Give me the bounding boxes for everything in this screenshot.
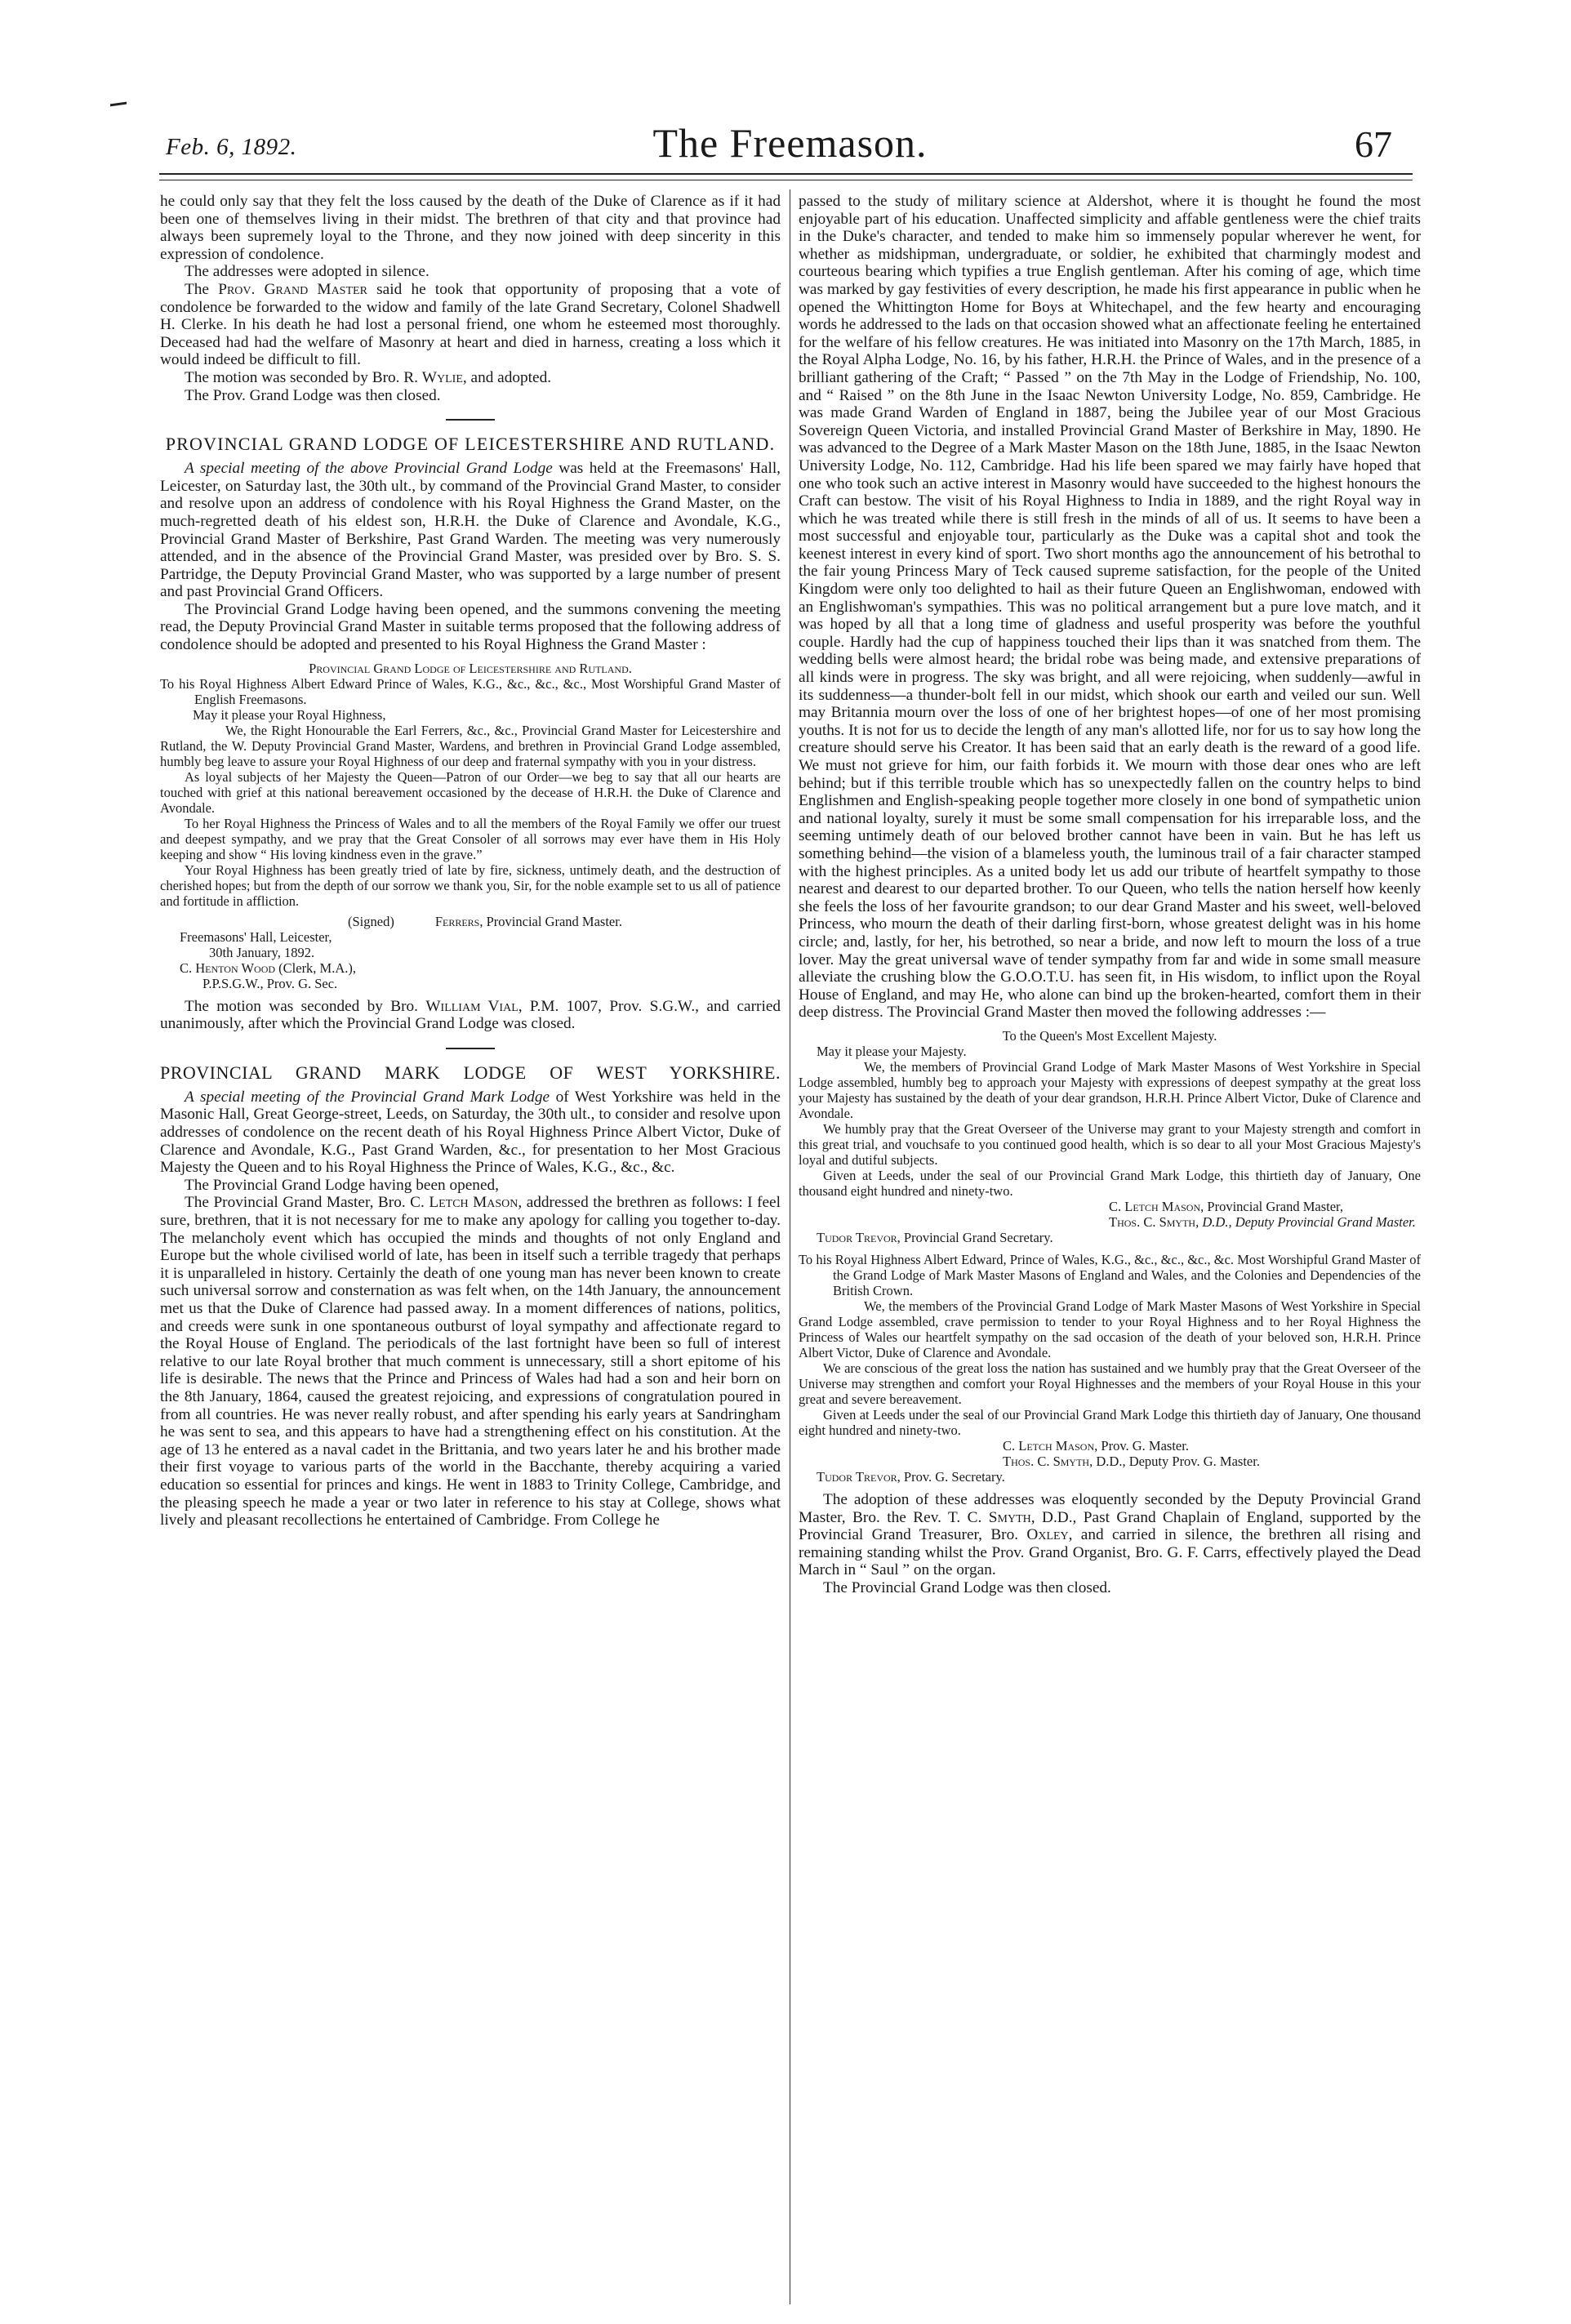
person-name: Wylie (421, 368, 463, 386)
paragraph: A special meeting of the above Provincial Grand Lodge was held at the Freemasons' Hall, Leicester, on Saturday last, the 30th ult., by command of the Provincial Grand Master, to consider and resolve upon an address of condolence with his Royal Highness the Grand Master, on the much-regretted death of his eldest son, H.R.H. the Duke of Clarence and Avondale, K.G., Provincial Grand Master of Berkshire, Past Grand Warden. The meeting was very numerously attended, and in the absence of the Provincial Grand Master, was presided over by Bro. S. S. Partridge, the Deputy Provincial Grand Master, who was supported by a large number of present and past Provincial Grand Officers. (160, 460, 781, 601)
address-title: Provincial Grand Lodge of Leicestershire and Rutland. (309, 660, 632, 676)
paragraph: The Provincial Grand Master, Bro. C. Letch Mason, addressed the brethren as follows: I feel sure, brethren, that it is not necessary for me to make any apology for calling you together to-day. The melancholy event which has occupied the minds and thoughts of not only England and Europe but the whole civilised world of late, has been in itself such a terrible tragedy that perhaps it is unparalleled in history. Certainly the death of one young man has never been known to create such universal sorrow and consternation as was felt when, on the 14th January, the announcement met us that the Duke of Clarence had passed away. In a moment differences of nations, politics, and creeds were sunk in one spontaneous outburst of loyal sympathy and affectionate regard to the Royal House of England. The periodicals of the last fortnight have been so full of interest relative to our late Royal brother that much comment is unnecessary, still a short epitome of his life is desirable. The news that the Prince and Princess of Wales had had a son and heir born on the 8th January, 1864, caused the greatest rejoicing, and expressions of congratulation poured in from all countries. He was never really robust, and after spending his early years at Sandringham he was sent to sea, and this appears to have had a strengthening effect on his constitution. At the age of 13 he entered as a naval cadet in the Brittania, and two years later he and his brother made their first voyage to various parts of the world in the Bacchante, thereby acquiring a varied education so essential for princes and kings. He went in 1883 to Trinity College, Cambridge, and the pleasing speech he made a year or two later in reference to his stay at College, shows what lively and pleasant recollections he entertained of Cambridge. From College he (160, 1194, 781, 1529)
paragraph: We, the members of the Provincial Grand Lodge of Mark Master Masons of West Yorkshire in Special Grand Lodge assembled, crave permission to tender to your Royal Highness and to her Royal Highness the Princess of Wales our heartfelt sympathy on the sad occasion of the death of your beloved son, H.R.H. Prince Albert Victor, Duke of Clarence and Avondale. (799, 1298, 1421, 1360)
paragraph: To her Royal Highness the Princess of Wales and to all the members of the Royal Family we offer our truest and deepest sympathy, and we pray that the Great Consoler of all sorrows may ever have them in His Holy keeping and show “ His loving kindness even in the grave.” (160, 815, 781, 862)
person-name: Prov. Grand Master (218, 280, 367, 298)
corner-mark (110, 102, 127, 107)
address-salutation: May it please your Majesty. (817, 1043, 967, 1059)
signatory: Tudor Trevor, Prov. G. Secretary. (817, 1468, 1005, 1485)
article-leicestershire (160, 434, 781, 1033)
continued-paragraph: passed to the study of military science at Aldershot, where it is thought he found the most enjoyable part of his education. Unaffected simplicity and affable gentleness were the chief traits in the Duke's character, and tended to make him so immensely popular wherever he went, for whether as midshipman, undergraduate, or soldier, he exhibited that charmingly modest and courteous bearing which typifies a true English gentleman. After his coming of age, which time was marked by gay festivities of every description, he made his first appearance in public when he opened the Whittington Home for Boys at Whitechapel, and the few hearty and encouraging words he addressed to the lads on that occasion showed what an affectionate feeling he entertained for the welfare of his fellow creatures. He was initiated into Masonry on the 17th March, 1885, in the Royal Alpha Lodge, No. 16, by his father, H.R.H. the Prince of Wales, and in the presence of a brilliant gathering of the Craft; “ Passed ” on the 7th May in the Lodge of Friendship, No. 100, and “ Raised ” on the 8th June in the Isaac Newton University Lodge, No. 859, Cambridge. He was made Grand Warden of England in 1887, being the Jubilee year of our Most Gracious Sovereign Queen Victoria, and installed Provincial Grand Master of Berkshire in May, 1890. He was advanced to the Degree of a Mark Master Mason on the 18th June, 1885, in the Isaac Newton University Lodge, No. 112, Cambridge. Had his life been spared we may fairly have hoped that one who took such an active interest in Masonry would have succeeded to the highest honours the Craft can bestow. The visit of his Royal Highness to India in 1889, and the right Royal way in which he was treated while there is still fresh in the minds of all of us. It seems to have been a most successful and enjoyable tour, particularly as the Duke was a capital shot and took the keenest interest in every kind of sport. Two short months ago the announcement of his betrothal to the fair young Princess Mary of Teck caused supreme satisfaction, for the people of the United Kingdom were only too delighted to hail as their future Queen an Englishwoman, endowed with an Englishwoman's sympathies. This was no political arrangement but a pure love match, and it was hoped by all that a long time of gladness and useful prosperity was before the youthful couple. Hardly had the cup of happiness touched their lips than it was snatched from them. The wedding bells were almost heard; the bridal robe was being made, and extensive preparations of all kinds were in progress. The sky was bright, and all were rejoicing, when suddenly—awful in its suddenness—a thunder-bolt fell in our midst, which shook our earth and veiled our sun. Well may Britannia mourn over the loss of one of her brightest hopes—of one of her most promising youths. It is not for us to decide the length of any man's allotted life, nor for us to say how long the creature should serve his Creator. It has been said that an early death is the reward of a good life. We must not grieve for him, our faith forbids it. We mourn with those dear ones who are left behind; but if this terrible trouble which has so unexpectedly fallen on the country helps to bind Englishmen and English-speaking people together more closely in one bond of sympathetic union and national loyalty, surely it must be some small compensation for his irreparable loss, and the seeming untimely death of our beloved brother cannot have been in vain. But he has left us something behind—the vision of a blameless youth, the luminous trail of a fair character stamped with the highest principles. As a united body let us add our tribute of heartfelt sympathy to those nearest and dearest to our departed brother. To our Queen, who tells the nation herself how keenly she feels the loss of her favourite grandson; to our dear Grand Master and his sweet, well-beloved Princess, who mourn the death of their darling first-born, whose greatest delight was in his home circle; and, lastly, for her, his betrothed, so near a bride, and now left to mourn the loss of a true lover. May the great universal wave of tender sympathy from far and wide in some small measure alleviate the crushing blow the G.O.O.T.U. has seen fit, in His wisdom, to inflict upon the Royal House of England, and may He, who alone can bind up the broken-hearted, comfort them in their deep distress. The Provincial Grand Master then moved the following addresses :— (799, 193, 1421, 1022)
person-name: William Vial (425, 997, 518, 1015)
address-to-queen (799, 1028, 1421, 1485)
right-column (799, 193, 1421, 1596)
paragraph: The Provincial Grand Lodge having been opened, and the summons convening the meeting read, the Deputy Provincial Grand Master in suitable terms proposed that the following address of condolence should be adopted and presented to his Royal Highness the Grand Master : (160, 600, 781, 654)
address-date: 30th January, 1892. (209, 944, 315, 960)
signatory: C. Letch Mason, Prov. G. Master. (1003, 1437, 1189, 1454)
signatory-title: P.P.S.G.W., Prov. G. Sec. (202, 975, 338, 991)
address-place: Freemasons' Hall, Leicester, (180, 928, 332, 945)
signature-line: (Signed) Ferrers, Provincial Grand Master. (348, 913, 622, 929)
article-heading: PROVINCIAL GRAND MARK LODGE OF WEST YORKSHIRE. (160, 1062, 781, 1083)
address-recipient: To his Royal Highness Albert Edward Prince of Wales, K.G., &c., &c., &c., Most Worshipful Grand Master of English Freemasons. (160, 675, 781, 707)
section-separator (446, 1048, 495, 1049)
paragraph: Your Royal Highness has been greatly tried of late by fire, sickness, untimely death, and the destruction of cherished hopes; but from the depth of our sorrow we thank you, Sir, for the noble example set to us all of patience and fortitude in affliction. (160, 861, 781, 909)
signatory: Tudor Trevor, Provincial Grand Secretary. (817, 1229, 1053, 1245)
signatory: Thos. C. Smyth, D.D., Deputy Prov. G. Master. (1003, 1453, 1260, 1469)
paragraph: We are conscious of the great loss the nation has sustained and we humbly pray that the Great Overseer of the Universe may strengthen and comfort your Royal Highnesses and the members of your Royal House in this your great and severe bereavement. (799, 1360, 1421, 1407)
paragraph: We, the Right Honourable the Earl Ferrers, &c., &c., Provincial Grand Master for Leicestershire and Rutland, the W. Deputy Provincial Grand Master, Wardens, and brethren in Provincial Grand Lodge assembled, humbly beg leave to assure your Royal Highness of our deep and fraternal sympathy with you in your distress. (160, 722, 781, 769)
page-header (159, 114, 1421, 171)
signatory: C. Letch Mason, Provincial Grand Master, (1109, 1198, 1343, 1214)
paragraph: The Prov. Grand Lodge was then closed. (185, 386, 441, 404)
paragraph: The Provincial Grand Lodge was then closed. (823, 1578, 1111, 1596)
address-block (160, 661, 781, 991)
paragraph: As loyal subjects of her Majesty the Queen—Patron of our Order—we beg to say that all our hearts are touched with grief at this national bereavement occasioned by the decease of H.R.H. the Duke of Clarence and Avondale. (160, 768, 781, 816)
signatory: Thos. C. Smyth, D.D., Deputy Provincial Grand Master. (1109, 1213, 1416, 1230)
paragraph: The addresses were adopted in silence. (185, 263, 429, 281)
article-heading: PROVINCIAL GRAND LODGE OF LEICESTERSHIRE AND RUTLAND. (165, 434, 776, 455)
paragraph: We humbly pray that the Great Overseer of the Universe may grant to your Majesty strength and comfort in this great trial, and vouchsafe to you continued good health, which is so dear to all your Most Gracious Majesty's loyal and dutiful subjects. (799, 1120, 1421, 1168)
address-salutation: May it please your Royal Highness, (193, 706, 386, 723)
address-title: To the Queen's Most Excellent Majesty. (1002, 1027, 1217, 1044)
header-rule-top (159, 173, 1413, 175)
paragraph: The Provincial Grand Lodge having been opened, (185, 1176, 499, 1194)
continued-paragraph: he could only say that they felt the loss caused by the death of the Duke of Clarence as if it had been one of themselves living in their midst. The brethren of that city and that province had always been supremely loyal to the Throne, and they now joined with deep sincerity in this expression of condolence. (160, 193, 781, 263)
address-recipient: To his Royal Highness Albert Edward, Prince of Wales, K.G., &c., &c., &c., &c. Most Worshipful Grand Master of the Grand Lodge of Mark Master Masons of England and Wales, and the Colonies and Dependencies of the British Crown. (799, 1251, 1421, 1298)
article-west-yorkshire (160, 1062, 781, 1529)
signatory: C. Henton Wood (Clerk, M.A.), (180, 959, 357, 976)
person-name: Oxley (1026, 1526, 1069, 1544)
paragraph: The Prov. Grand Master said he took that opportunity of proposing that a vote of condolence be forwarded to the widow and family of the late Grand Secretary, Colonel Shadwell H. Clerke. In his death he had lost a personal friend, one whom he esteemed most thoroughly. Deceased had had the welfare of Masonry at heart and died in harness, creating a loss which it would indeed be difficult to fill. (160, 280, 781, 369)
section-separator (446, 419, 495, 421)
paragraph: A special meeting of the Provincial Grand Mark Lodge of West Yorkshire was held in the Masonic Hall, Great George-street, Leeds, on Saturday, the 30th ult., to consider and resolve upon addresses of condolence on the recent death of his Royal Highness Prince Albert Victor, Duke of Clarence and Avondale, K.G., Past Grand Warden, &c., for presentation to her Most Gracious Majesty the Queen and to his Royal Highness the Prince of Wales, K.G., &c., &c. (160, 1088, 781, 1177)
issue-date: Feb. 6, 1892. (166, 134, 297, 160)
paragraph: The adoption of these addresses was eloquently seconded by the Deputy Provincial Grand Master, Bro. the Rev. T. C. Smyth, D.D., Past Grand Chaplain of England, supported by the Provincial Grand Treasurer, Bro. Oxley, and carried in silence, the brethren all rising and remaining standing whilst the Prov. Grand Organist, Bro. G. F. Carrs, effectively played the Dead March in “ Saul ” on the organ. (799, 1490, 1422, 1579)
page-number: 67 (1355, 123, 1392, 165)
person-name: Smyth (988, 1508, 1031, 1526)
masthead-title: The Freemason. (652, 120, 928, 166)
paragraph: We, the members of Provincial Grand Lodge of Mark Master Masons of West Yorkshire in Special Lodge assembled, humbly beg to approach your Majesty with expressions of deepest sympathy at the great loss your Majesty has sustained by the death of your dear grandson, H.R.H. Prince Albert Victor, Duke of Clarence and Avondale. (799, 1058, 1421, 1121)
paragraph: The motion was seconded by Bro. R. Wylie, and adopted. (185, 368, 552, 386)
paragraph: Given at Leeds, under the seal of our Provincial Grand Mark Lodge, this thirtieth day of January, One thousand eight hundred and ninety-two. (799, 1167, 1421, 1199)
paragraph: Given at Leeds under the seal of our Provincial Grand Mark Lodge this thirtieth day of January, One thousand eight hundred and ninety-two. (799, 1406, 1421, 1438)
left-column (160, 193, 781, 1529)
paragraph: The motion was seconded by Bro. William Vial, P.M. 1007, Prov. S.G.W., and carried unanimously, after which the Provincial Grand Lodge was closed. (160, 997, 781, 1033)
person-name: Letch Mason (429, 1194, 518, 1212)
